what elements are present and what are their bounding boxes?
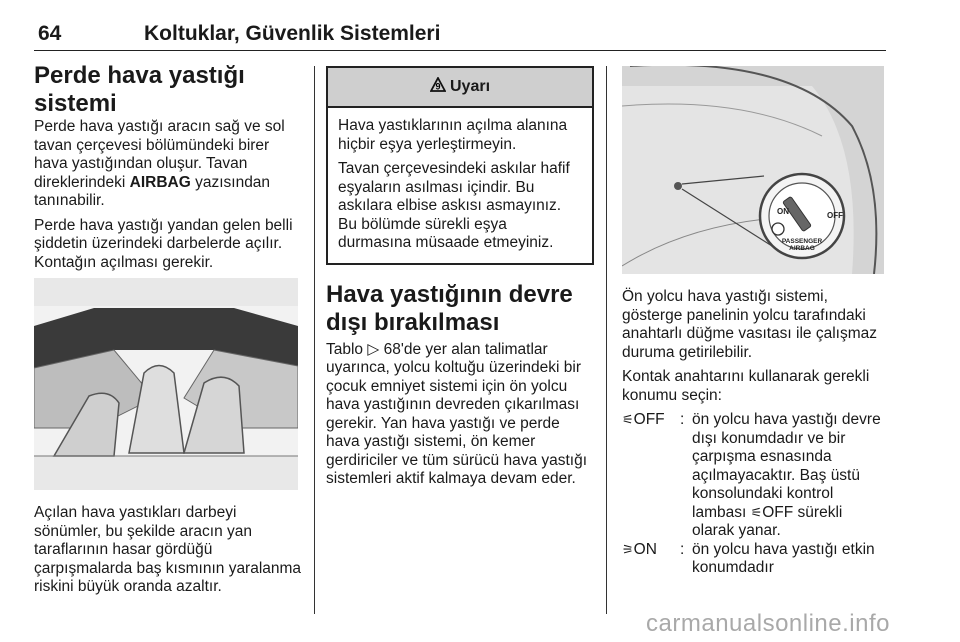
section-title-curtain-airbag: Perde hava yastığı sistemi [34, 62, 245, 117]
dashboard-switch-drawing [622, 66, 884, 274]
paragraph-curtain-2: Perde hava yastığı yandan gelen belli şiddetin üzerindeki darbelerde açılır. Kontağın açılması gerekir. [34, 216, 293, 271]
page-reference-icon: ▷ [367, 340, 384, 358]
paragraph-curtain-3: Açılan hava yastıkları darbeyi sönümler, bu şekilde aracın yan taraflarının hasar gördüğü çarpışmalarda baş kısmının yaralanma riskini büyük oranda azaltır. [34, 504, 302, 595]
section-title-deactivation: Hava yastığının devre dışı bırakılması [326, 280, 573, 336]
page-header [34, 20, 886, 51]
curtain-airbag-illustration [34, 278, 298, 490]
warning-box [326, 66, 594, 265]
page-number: 64 [38, 22, 62, 45]
airbag-off-lamp-icon: ⚟ [750, 504, 763, 520]
watermark: carmanualsonline.info [646, 610, 890, 637]
airbag-on-icon: ⚞ [622, 541, 634, 557]
warning-icon [430, 77, 446, 97]
airbag-off-icon: ⚟ [622, 412, 634, 427]
switch-passenger-label: PASSENGER [781, 238, 823, 245]
paragraph-switch-1: Ön yolcu hava yastığı sistemi, gösterge panelinin yolcu tarafındaki anahtarlı düğme vasıtası ile çalışmaz duruma getirilebilir. [622, 288, 878, 361]
column-1 [34, 62, 302, 603]
switch-position-list [622, 411, 888, 578]
column-divider-1 [314, 66, 315, 614]
svg-text:9: 9 [435, 81, 441, 92]
airbag-label: AIRBAG [129, 173, 191, 191]
paragraph-deactivation: Tablo ▷ 68'de yer alan talimatlar uyarınca, yolcu koltuğu üzerindeki bir çocuk emniyet sistemi için ön yolcu hava yastığının devreden çıkarılması gerekir. Yan hava yastığı ve perde hava yastığı sistemi, ön kemer gerdiriciler ve tüm sürücü hava yastığı sistemleri aktif kalmaya devam eder. [326, 340, 588, 487]
warning-header [328, 68, 592, 108]
column-2 [326, 66, 594, 495]
column-divider-2 [606, 66, 607, 614]
definition-off: ⚟OFF : ön yolcu hava yastığı devre dışı konumdadır ve bir çarpışma esnasında açılmayacaktır. Baş üstü konsolundaki kontrol lambası ⚟OFF sürekli olarak yanar. [622, 411, 881, 539]
warning-text-1: Hava yastıklarının açılma alanına hiçbir eşya yerleştirmeyin. [338, 117, 568, 153]
switch-off-label: OFF [827, 211, 843, 220]
chapter-title: Koltuklar, Güvenlik Sistemleri [144, 22, 441, 45]
airbag-switch-illustration [622, 66, 884, 274]
switch-on-label: ON [777, 207, 789, 216]
paragraph-curtain-1: Perde hava yastığı aracın sağ ve sol tavan çerçevesi bölümündeki birer hava yastığından oluşur. Tavan direklerindeki AIRBAG yazısından tanınabilir. [34, 118, 285, 209]
car-interior-drawing [34, 278, 298, 490]
warning-title: Uyarı [449, 78, 491, 95]
switch-airbag-label: AIRBAG [789, 245, 815, 252]
definition-on: ⚞ON : ön yolcu hava yastığı etkin konumdadır [622, 540, 875, 576]
column-3 [622, 66, 888, 578]
page-reference[interactable]: 68 [383, 340, 401, 358]
warning-text-2: Tavan çerçevesindeki askılar hafif eşyaların asılması içindir. Bu askılara elbise askısı asmayınız. Bu bölümde sürekli eşya durmasına müsaade etmeyiniz. [338, 160, 570, 251]
paragraph-switch-2: Kontak anahtarını kullanarak gerekli konumu seçin: [622, 368, 870, 404]
